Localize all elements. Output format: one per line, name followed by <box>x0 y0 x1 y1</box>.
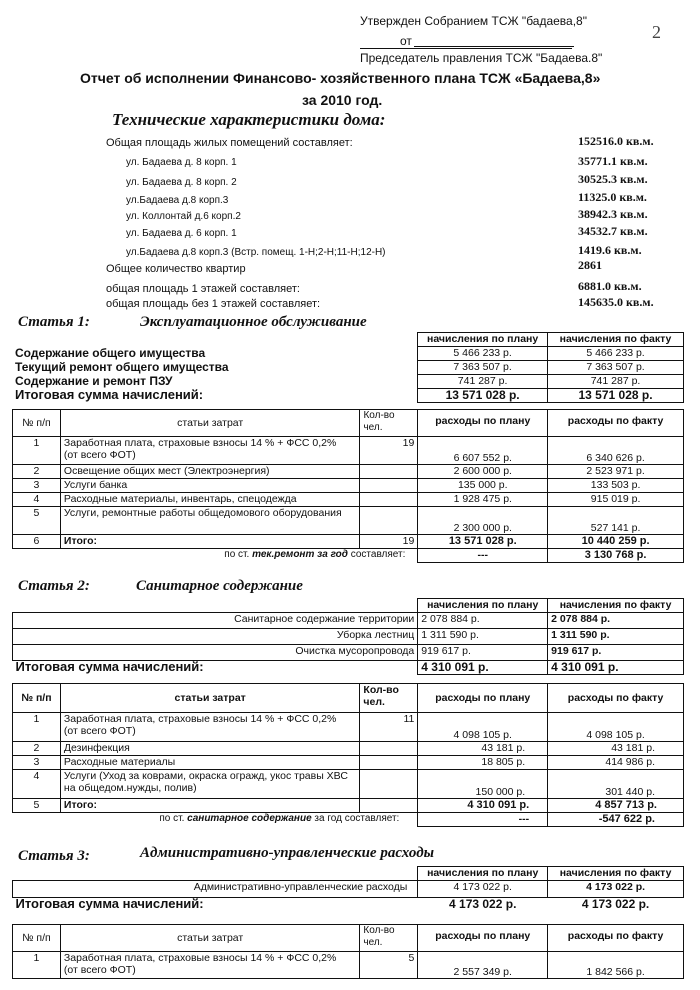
expense-plan: 2 300 000 р. <box>418 507 548 535</box>
balance-row <box>13 813 684 827</box>
row-number: 3 <box>13 756 61 770</box>
col-header: № п/п <box>13 684 61 713</box>
table-row <box>13 437 684 465</box>
row-number: 5 <box>13 799 61 813</box>
charge-plan: 1 311 590 р. <box>418 629 548 645</box>
art2-charges-table <box>12 598 684 675</box>
art2-expenses-table <box>12 683 684 827</box>
expense-name: Услуги банка <box>60 479 360 493</box>
expense-plan: 135 000 р. <box>418 479 548 493</box>
spec-label: общая площадь 1 этажей составляет: <box>106 283 300 295</box>
balance-pre: по ст. <box>224 549 250 560</box>
table-header-row <box>13 867 684 881</box>
expense-plan: 2 600 000 р. <box>418 465 548 479</box>
charge-name: Очистка мусоропровода <box>13 645 418 661</box>
expense-plan: 150 000 р. <box>418 770 548 799</box>
balance-post: составляет: <box>350 549 406 560</box>
balance-pre: по ст. <box>159 813 185 824</box>
expense-name: Расходные материалы, инвентарь, спецодежда <box>60 493 360 507</box>
total-label: Итого: <box>60 799 360 813</box>
charge-plan: 7 363 507 р. <box>418 361 548 375</box>
expense-name: Расходные материалы <box>60 756 360 770</box>
row-number: 1 <box>13 713 61 742</box>
spec-value: 30525.3 кв.м. <box>578 172 648 186</box>
expense-qty: 5 <box>360 952 418 979</box>
expense-fact: 4 098 105 р. <box>548 713 684 742</box>
spec-value: 2861 <box>578 258 602 272</box>
charge-fact: 919 617 р. <box>548 645 684 661</box>
total-label: Итоговая сумма начислений: <box>15 659 204 674</box>
spec-value: 145635.0 кв.м. <box>578 295 654 309</box>
charge-plan: 5 466 233 р. <box>418 347 548 361</box>
charge-name: Текущий ремонт общего имущества <box>15 359 229 374</box>
article-name: Санитарное содержание <box>136 578 303 594</box>
charge-name: Санитарное содержание территории <box>13 613 418 629</box>
table-row <box>13 756 684 770</box>
col-header: расходы по плану <box>418 410 548 437</box>
approval-line: Утвержден Собранием ТСЖ "бадаева,8" <box>360 14 587 28</box>
spec-value: 6881.0 кв.м. <box>578 279 642 293</box>
col-header: начисления по плану <box>418 599 548 613</box>
col-header: статьи затрат <box>60 925 359 952</box>
total-fact: 4 310 091 р. <box>548 661 684 675</box>
expense-fact: 6 340 626 р. <box>548 437 684 465</box>
spec-label: Общая площадь жилых помещений составляет: <box>106 137 353 149</box>
total-row <box>13 799 684 813</box>
row-number: 6 <box>13 535 61 549</box>
article-name: Эксплуатационное обслуживание <box>140 314 367 330</box>
balance-item: тек.ремонт за год <box>252 549 348 560</box>
date-underline <box>414 46 574 47</box>
col-header: расходы по факту <box>548 925 684 952</box>
total-label: Итого: <box>60 535 360 549</box>
charge-fact: 4 173 022 р. <box>548 881 684 898</box>
col-header: № п/п <box>13 925 61 952</box>
col-header: расходы по факту <box>548 410 684 437</box>
row-number: 2 <box>13 465 61 479</box>
tech-title: Технические характеристики дома: <box>112 110 386 129</box>
charge-name: Административно-управленческие расходы <box>13 881 418 898</box>
expense-name: Услуги, ремонтные работы общедомового оборудования <box>60 507 360 535</box>
charge-name: Уборка лестниц <box>13 629 418 645</box>
table-header-row <box>12 333 684 347</box>
article-label: Статья 1: <box>18 314 90 330</box>
expense-fact: 1 842 566 р. <box>548 952 684 979</box>
charge-plan: 919 617 р. <box>418 645 548 661</box>
balance-plan: --- <box>418 813 548 827</box>
balance-row <box>13 549 684 563</box>
expense-name: Заработная плата, страховые взносы 14 % + ФСС 0,2% <box>63 952 337 964</box>
balance-fact: -547 622 р. <box>548 813 684 827</box>
total-plan: 4 310 091 р. <box>418 661 548 675</box>
expense-plan: 18 805 р. <box>418 756 548 770</box>
article-label: Статья 3: <box>18 848 90 864</box>
spec-label: ул. Бадаева д. 8 корп. 1 <box>126 157 237 168</box>
row-number: 4 <box>13 493 61 507</box>
col-header: расходы по факту <box>548 684 684 713</box>
table-row <box>13 479 684 493</box>
total-plan: 4 173 022 р. <box>449 897 517 911</box>
spec-value: 152516.0 кв.м. <box>578 134 654 148</box>
charge-fact: 7 363 507 р. <box>548 361 684 375</box>
table-row <box>13 493 684 507</box>
charge-plan: 4 173 022 р. <box>418 881 548 898</box>
signature-line <box>360 48 572 49</box>
row-number: 5 <box>13 507 61 535</box>
expense-plan: 43 181 р. <box>418 742 548 756</box>
table-row <box>13 952 684 979</box>
table-header-row <box>13 599 684 613</box>
expense-name-cont: (от всего ФОТ) <box>63 449 136 461</box>
expense-plan: 2 557 349 р. <box>418 952 548 979</box>
spec-label: ул.Бадаева д.8 корп.3 (Встр. помещ. 1-Н;2-Н;11-Н;12-Н) <box>126 247 386 258</box>
table-row <box>13 613 684 629</box>
col-header: начисления по плану <box>418 333 548 347</box>
col-header: Кол-во чел. <box>360 410 418 437</box>
balance-plan: --- <box>418 549 548 563</box>
approval-date-label: от <box>400 34 412 48</box>
expense-fact: 2 523 971 р. <box>548 465 684 479</box>
expense-fact: 301 440 р. <box>548 770 684 799</box>
table-header-row <box>13 684 684 713</box>
expense-name: Дезинфекция <box>60 742 360 756</box>
row-number: 4 <box>13 770 61 799</box>
charge-fact: 5 466 233 р. <box>548 347 684 361</box>
table-header-row <box>13 925 684 952</box>
table-row <box>12 347 684 361</box>
expense-qty: 19 <box>360 437 418 465</box>
charge-name: Содержание и ремонт ПЗУ <box>15 373 173 388</box>
col-header: начисления по факту <box>548 599 684 613</box>
table-row <box>13 507 684 535</box>
total-fact: 4 173 022 р. <box>581 897 650 911</box>
expense-fact: 414 986 р. <box>548 756 684 770</box>
table-row <box>13 742 684 756</box>
row-number: 3 <box>13 479 61 493</box>
article-label: Статья 2: <box>18 578 90 594</box>
expense-name-cont: на общедом.нужды, полив) <box>63 782 197 794</box>
spec-label: ул. Бадаева д. 8 корп. 2 <box>126 177 237 188</box>
page-mark: 2 <box>652 22 661 42</box>
expense-plan: 1 928 475 р. <box>418 493 548 507</box>
col-header: начисления по факту <box>548 867 684 881</box>
total-fact: 10 440 259 р. <box>548 535 684 549</box>
col-header: начисления по факту <box>548 333 684 347</box>
spec-value: 34532.7 кв.м. <box>578 224 648 238</box>
table-row <box>13 770 684 799</box>
expense-plan: 4 098 105 р. <box>418 713 548 742</box>
row-number: 1 <box>13 437 61 465</box>
col-header: начисления по плану <box>418 867 548 881</box>
charge-fact: 741 287 р. <box>548 375 684 389</box>
expense-fact: 133 503 р. <box>548 479 684 493</box>
charge-fact: 1 311 590 р. <box>548 629 684 645</box>
charge-fact: 2 078 884 р. <box>548 613 684 629</box>
article-name: Административно-управленческие расходы <box>140 845 435 861</box>
row-number: 1 <box>13 952 61 979</box>
spec-label: ул.Бадаева д.8 корп.3 <box>126 195 229 206</box>
art3-expenses-table <box>12 924 684 979</box>
total-row <box>13 898 684 915</box>
report-title: Отчет об исполнении Финансово- хозяйственного плана ТСЖ «Бадаева,8» <box>80 70 601 86</box>
table-row <box>13 881 684 898</box>
balance-fact: 3 130 768 р. <box>548 549 684 563</box>
total-row <box>12 389 684 403</box>
spec-label: Общее количество квартир <box>106 263 246 275</box>
spec-label: ул. Бадаева д. 6 корп. 1 <box>126 228 237 239</box>
art1-charges-table <box>12 332 684 403</box>
total-plan: 4 310 091 р. <box>418 799 548 813</box>
balance-post: за год составляет: <box>314 813 400 824</box>
col-header: Кол-во чел. <box>360 925 418 952</box>
total-row <box>13 535 684 549</box>
expense-name-cont: (от всего ФОТ) <box>63 964 136 976</box>
total-row <box>13 661 684 675</box>
row-number: 2 <box>13 742 61 756</box>
col-header: № п/п <box>13 410 61 437</box>
total-plan: 13 571 028 р. <box>418 535 548 549</box>
col-header: статьи затрат <box>60 410 360 437</box>
charge-name: Содержание общего имущества <box>15 345 206 360</box>
balance-item: санитарное содержание <box>187 813 312 824</box>
table-row <box>12 361 684 375</box>
expense-name: Услуги (Уход за коврами, окраска огражд, укос травы ХВС <box>63 770 348 782</box>
table-row <box>13 629 684 645</box>
spec-label: общая площадь без 1 этажей составляет: <box>106 298 321 310</box>
col-header: Кол-во чел. <box>360 684 418 713</box>
spec-value: 11325.0 кв.м. <box>578 190 647 204</box>
total-qty: 19 <box>360 535 418 549</box>
expense-fact: 527 141 р. <box>548 507 684 535</box>
charge-plan: 741 287 р. <box>418 375 548 389</box>
total-fact: 4 857 713 р. <box>548 799 684 813</box>
col-header: расходы по плану <box>418 925 548 952</box>
expense-plan: 6 607 552 р. <box>418 437 548 465</box>
chairman-line: Председатель правления ТСЖ "Бадаева.8" <box>360 51 603 65</box>
total-label: Итоговая сумма начислений: <box>15 386 204 402</box>
spec-value: 38942.3 кв.м. <box>578 207 648 221</box>
total-plan: 13 571 028 р. <box>418 389 548 403</box>
charge-plan: 2 078 884 р. <box>418 613 548 629</box>
expense-qty: 11 <box>360 713 418 742</box>
expense-name: Освещение общих мест (Электроэнергия) <box>60 465 360 479</box>
art1-expenses-table <box>12 409 684 563</box>
expense-name: Заработная плата, страховые взносы 14 % + ФСС 0,2% <box>63 713 337 725</box>
expense-fact: 915 019 р. <box>548 493 684 507</box>
col-header: расходы по плану <box>418 684 548 713</box>
expense-name: Заработная плата, страховые взносы 14 % + ФСС 0,2% <box>63 437 337 449</box>
table-row <box>13 713 684 742</box>
spec-value: 1419.6 кв.м. <box>578 243 642 257</box>
report-year: за 2010 год. <box>302 92 383 108</box>
spec-value: 35771.1 кв.м. <box>578 154 648 168</box>
col-header: статьи затрат <box>60 684 360 713</box>
expense-name-cont: (от всего ФОТ) <box>63 725 136 737</box>
total-label: Итоговая сумма начислений: <box>15 896 204 911</box>
table-header-row <box>13 410 684 437</box>
table-row <box>13 465 684 479</box>
expense-fact: 43 181 р. <box>548 742 684 756</box>
art3-charges-table <box>12 866 684 914</box>
spec-label: ул. Коллонтай д.6 корп.2 <box>126 211 241 222</box>
total-fact: 13 571 028 р. <box>548 389 684 403</box>
